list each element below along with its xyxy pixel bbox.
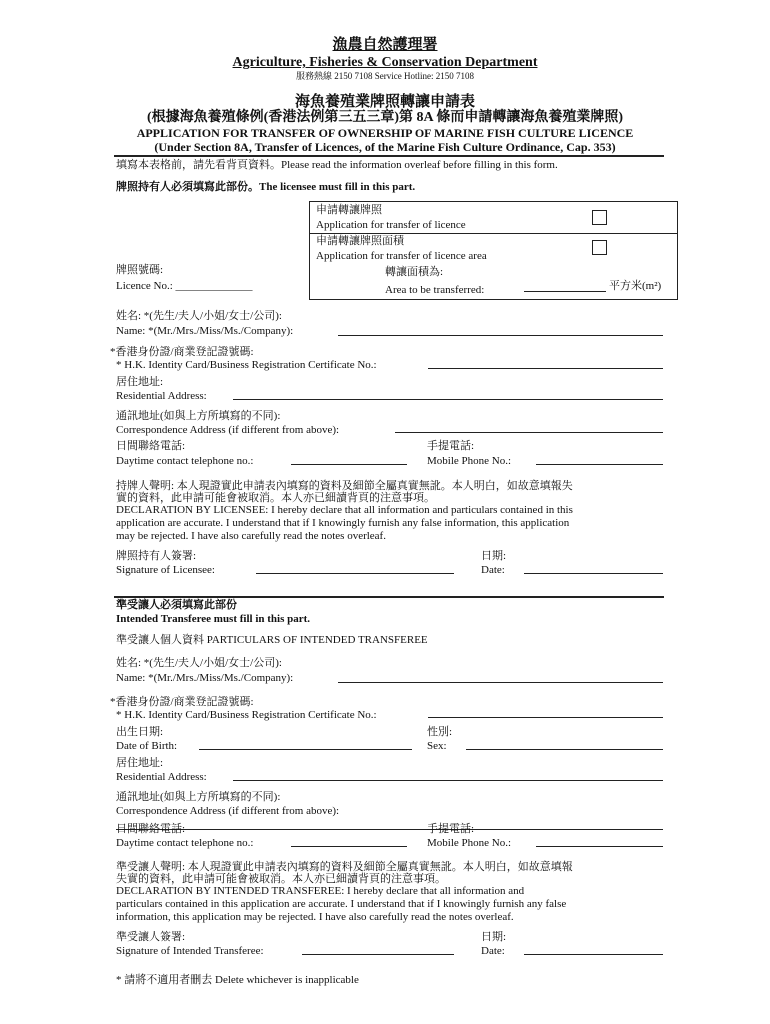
licence-transfer-table (309, 201, 678, 300)
transferee-date-label-zh: 日期: (481, 931, 507, 943)
transferee-declaration-en-3: information, this application may be rejected. I have also carefully read the notes overleaf. (116, 911, 514, 923)
transferee-declaration-en-1: DECLARATION BY INTENDED TRANSFEREE: I hereby declare that all information and (116, 885, 525, 897)
form-title-zh: 海魚養殖業牌照轉讓申請表 (294, 94, 475, 110)
transferee-corr-address-label-zh: 通訊地址(如與上方所填寫的不同): (116, 791, 281, 803)
licensee-declaration-en-2: application are accurate. I understand that if I knowingly furnish any false information, this application (116, 517, 570, 529)
transferee-dob-input[interactable] (199, 749, 412, 750)
transfer-licence-label-en: Application for transfer of licence (316, 219, 466, 231)
transferee-id-label-zh: *香港身份證/商業登記證號碼: (110, 696, 254, 708)
licensee-tel-label-zh: 日間聯絡電話: (116, 440, 186, 452)
licensee-id-label-en: * H.K. Identity Card/Business Registration Certificate No.: (116, 359, 377, 371)
transferee-heading-en: Intended Transferee must fill in this part. (116, 613, 311, 625)
service-hotline: 服務熱線 2150 7108 Service Hotline: 2150 7108 (296, 71, 474, 81)
licensee-date-label-en: Date: (481, 564, 505, 576)
licensee-mobile-label-zh: 手提電話: (427, 440, 475, 452)
transferee-corr-address-label-en: Correspondence Address (if different from above): (116, 805, 340, 817)
transfer-area-label-zh: 申請轉讓牌照面積 (316, 235, 404, 247)
licensee-id-label-zh: *香港身份證/商業登記證號碼: (110, 346, 254, 358)
department-name-en: Agriculture, Fisheries & Conservation Department (232, 55, 538, 70)
transferee-name-label-zh: 姓名: *(先生/夫人/小姐/女士/公司): (116, 657, 282, 669)
transferee-signature-input[interactable] (302, 954, 454, 955)
transferee-dob-label-en: Date of Birth: (116, 740, 178, 752)
transferee-id-label-en: * H.K. Identity Card/Business Registration Certificate No.: (116, 709, 377, 721)
intro-note: 填寫本表格前，請先看背頁資料。Please read the information overleaf before filling in this form. (116, 159, 558, 171)
licensee-declaration-zh-2: 實的資料，此申請可能會被取消。本人亦已細讀背頁的注意事項。 (116, 492, 435, 504)
transfer-licence-label-zh: 申請轉讓牌照 (316, 204, 382, 216)
transferee-sex-label-zh: 性別: (427, 726, 453, 738)
transferee-signature-label-en: Signature of Intended Transferee: (116, 945, 264, 957)
licensee-signature-label-en: Signature of Licensee: (116, 564, 215, 576)
area-label-zh: 轉讓面積為: (385, 266, 444, 278)
licensee-mobile-input[interactable] (536, 464, 663, 465)
licensee-address-label-zh: 居住地址: (116, 376, 164, 388)
licensee-tel-label-en: Daytime contact telephone no.: (116, 455, 254, 467)
licensee-section-heading: 牌照持有人必須填寫此部份。The licensee must fill in this part. (116, 181, 416, 193)
transferee-date-input[interactable] (524, 954, 663, 955)
transferee-date-label-en: Date: (481, 945, 505, 957)
transferee-particulars-heading: 準受讓人個人資料 PARTICULARS OF INTENDED TRANSFEREE (116, 634, 428, 646)
transferee-id-input[interactable] (428, 717, 663, 718)
department-name-zh: 漁農自然護理署 (332, 37, 438, 53)
licensee-address-input[interactable] (233, 399, 663, 400)
transferee-mobile-label-en: Mobile Phone No.: (427, 837, 512, 849)
footnote: * 請將不適用者刪去 Delete whichever is inapplicable (116, 974, 359, 986)
licensee-declaration-zh-1: 持牌人聲明: 本人現證實此申請表內填寫的資料及細節全屬真實無訛。本人明白，如故意填報失 (116, 480, 573, 492)
licensee-corr-address-label-zh: 通訊地址(如與上方所填寫的不同): (116, 410, 281, 422)
area-label-en: Area to be transferred: (385, 284, 485, 296)
licensee-name-label-zh: 姓名: *(先生/夫人/小姐/女士/公司): (116, 310, 282, 322)
transferee-declaration-zh-1: 準受讓人聲明: 本人現證實此申請表內填寫的資料及細節全屬真實無訛。本人明白，如故意填報 (116, 861, 573, 873)
transferee-name-input[interactable] (338, 682, 663, 683)
transferee-signature-label-zh: 準受讓人簽署: (116, 931, 186, 943)
area-unit: 平方米(m²) (609, 280, 662, 292)
transferee-address-label-en: Residential Address: (116, 771, 207, 783)
licensee-corr-address-label-en: Correspondence Address (if different from above): (116, 424, 340, 436)
form-subtitle-en: (Under Section 8A, Transfer of Licences, of the Marine Fish Culture Ordinance, Cap. 353) (154, 140, 616, 154)
header-divider (114, 155, 664, 157)
transferee-address-label-zh: 居住地址: (116, 757, 164, 769)
transferee-mobile-label-zh: 手提電話: (427, 823, 475, 835)
form-subtitle-zh: (根據海魚養殖條例(香港法例第三五三章)第 8A 條而申請轉讓海魚養殖業牌照) (147, 110, 623, 125)
section-divider (114, 596, 664, 598)
transfer-licence-checkbox[interactable] (592, 210, 607, 225)
licensee-id-input[interactable] (428, 368, 663, 369)
licensee-name-input[interactable] (338, 335, 663, 336)
licensee-signature-input[interactable] (256, 573, 454, 574)
transferee-sex-label-en: Sex: (427, 740, 447, 752)
area-input-line[interactable] (524, 291, 606, 292)
table-row-divider (310, 233, 677, 234)
transferee-sex-input[interactable] (466, 749, 663, 750)
transferee-address-input[interactable] (233, 780, 663, 781)
transfer-area-checkbox[interactable] (592, 240, 607, 255)
licence-no-label-zh: 牌照號碼: (116, 264, 164, 276)
transferee-name-label-en: Name: *(Mr./Mrs./Miss/Ms./Company): (116, 672, 294, 684)
licensee-corr-address-input[interactable] (395, 432, 663, 433)
transferee-dob-label-zh: 出生日期: (116, 726, 164, 738)
licensee-date-label-zh: 日期: (481, 550, 507, 562)
transferee-tel-label-en: Daytime contact telephone no.: (116, 837, 254, 849)
transferee-mobile-input[interactable] (536, 846, 663, 847)
form-title-en: APPLICATION FOR TRANSFER OF OWNERSHIP OF MARINE FISH CULTURE LICENCE (136, 126, 634, 140)
transferee-corr-address-input[interactable] (116, 829, 663, 830)
transferee-tel-label-zh: 日間聯絡電話: (116, 823, 186, 835)
licensee-declaration-en-1: DECLARATION BY LICENSEE: I hereby declare that all information and particulars contained in this (116, 504, 573, 516)
licensee-name-label-en: Name: *(Mr./Mrs./Miss/Ms./Company): (116, 325, 294, 337)
licensee-declaration-en-3: may be rejected. I have also carefully read the notes overleaf. (116, 530, 386, 542)
licensee-address-label-en: Residential Address: (116, 390, 207, 402)
transferee-declaration-zh-2: 失實的資料，此申請可能會被取消。本人亦已細讀背頁的注意事項。 (116, 873, 446, 885)
transferee-heading-zh: 準受讓人必須填寫此部份 (116, 599, 237, 611)
licensee-signature-label-zh: 牌照持有人簽署: (116, 550, 197, 562)
licence-no-field[interactable]: Licence No.: ______________ (116, 280, 253, 292)
transfer-area-label-en: Application for transfer of licence area (316, 250, 487, 262)
licensee-tel-input[interactable] (291, 464, 407, 465)
transferee-tel-input[interactable] (291, 846, 407, 847)
licensee-date-input[interactable] (524, 573, 663, 574)
licensee-mobile-label-en: Mobile Phone No.: (427, 455, 512, 467)
transferee-declaration-en-2: particulars contained in this application are accurate. I understand that if I knowingly furnish any false (116, 898, 567, 910)
